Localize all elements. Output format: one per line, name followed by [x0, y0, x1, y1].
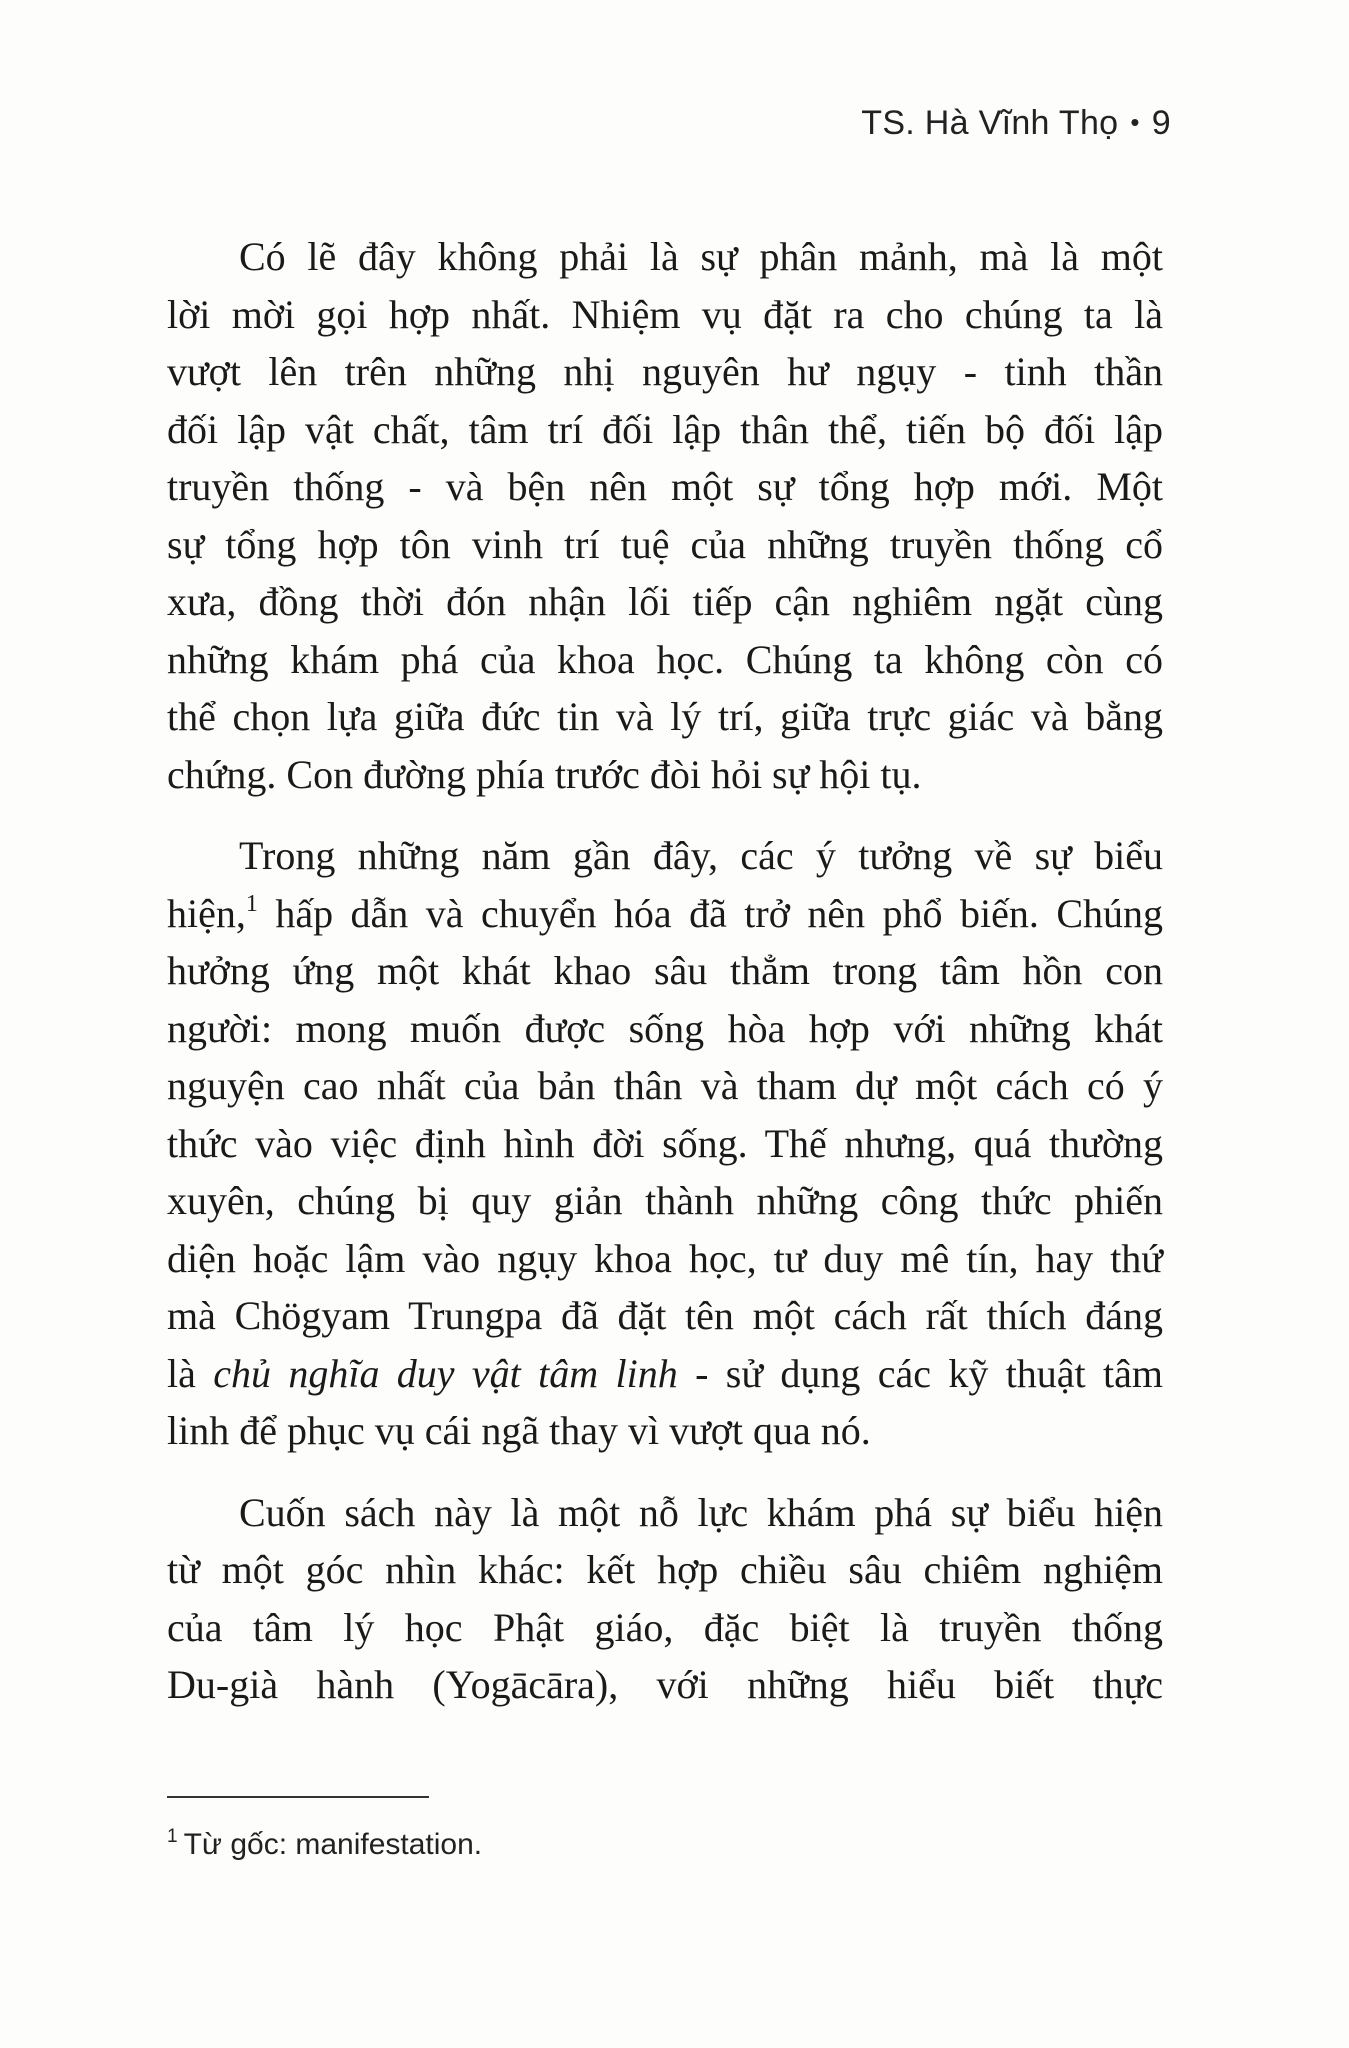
text-line: thức vào việc định hình đời sống. Thế nhưng, quá thường	[167, 1120, 1163, 1166]
text-line: nguyện cao nhất của bản thân và tham dự một cách có ý	[167, 1063, 1163, 1108]
page-number: 9	[1151, 104, 1171, 142]
body-text	[167, 228, 1163, 1738]
text-line: xuyên, chúng bị quy giản thành những công thức phiến	[167, 1178, 1163, 1223]
text-line: diện hoặc lậm vào ngụy khoa học, tư duy mê tín, hay thứ	[167, 1235, 1163, 1281]
text-line: đối lập vật chất, tâm trí đối lập thân thể, tiến bộ đối lập	[167, 406, 1163, 452]
paragraph-3	[167, 1484, 1163, 1714]
text-line-with-italic	[167, 1345, 1163, 1403]
text-line: của tâm lý học Phật giáo, đặc biệt là truyền thống	[167, 1604, 1163, 1650]
text-line: chứng. Con đường phía trước đòi hỏi sự hội tụ.	[167, 751, 922, 797]
text-line-with-footnote	[167, 885, 1163, 943]
text-line: lời mời gọi hợp nhất. Nhiệm vụ đặt ra cho chúng ta là	[167, 291, 1163, 337]
header-author: TS. Hà Vĩnh Thọ	[861, 104, 1119, 142]
line-prefix: hiện,	[167, 890, 246, 936]
running-header	[861, 104, 1171, 143]
line-prefix: là	[167, 1350, 214, 1396]
text-line: thể chọn lựa giữa đức tin và lý trí, giữa trực giác và bằng	[167, 694, 1163, 739]
paragraph-1	[167, 228, 1163, 803]
text-line: hưởng ứng một khát khao sâu thẳm trong tâm hồn con	[167, 948, 1163, 993]
line-suffix: - sử dụng các kỹ thuật tâm	[677, 1350, 1164, 1396]
text-line: xưa, đồng thời đón nhận lối tiếp cận nghiêm ngặt cùng	[167, 579, 1163, 624]
text-line: Cuốn sách này là một nỗ lực khám phá sự biểu hiện	[239, 1489, 1163, 1535]
text-line: Trong những năm gần đây, các ý tưởng về sự biểu	[239, 833, 1163, 878]
footnote-reference: 1	[245, 890, 258, 917]
footnote-mark: 1	[167, 1826, 178, 1847]
text-line: vượt lên trên những nhị nguyên hư ngụy - tinh thần	[167, 349, 1163, 394]
text-line: người: mong muốn được sống hòa hợp với những khát	[167, 1005, 1163, 1051]
italic-term: chủ nghĩa duy vật tâm linh	[213, 1350, 678, 1396]
text-line: sự tổng hợp tôn vinh trí tuệ của những truyền thống cổ	[167, 521, 1163, 567]
paragraph-2	[167, 827, 1163, 1460]
footnote	[167, 1826, 482, 1862]
line-rest: hấp dẫn và chuyển hóa đã trở nên phổ biến. Chúng	[275, 890, 1163, 936]
footnote-text: Từ gốc: manifestation.	[183, 1828, 483, 1861]
text-line: những khám phá của khoa học. Chúng ta không còn có	[167, 636, 1163, 682]
text-line: Có lẽ đây không phải là sự phân mảnh, mà là một	[239, 234, 1163, 279]
text-line: từ một góc nhìn khác: kết hợp chiều sâu chiêm nghiệm	[167, 1547, 1163, 1592]
footnote-divider	[167, 1796, 429, 1798]
text-line: mà Chögyam Trungpa đã đặt tên một cách rất thích đáng	[167, 1293, 1163, 1338]
text-line: linh để phục vụ cái ngã thay vì vượt qua nó.	[167, 1408, 871, 1453]
text-line: Du-già hành (Yogācāra), với những hiểu biết thực	[167, 1662, 1163, 1707]
text-line: truyền thống - và bện nên một sự tổng hợp mới. Một	[167, 464, 1163, 509]
header-separator: •	[1130, 107, 1140, 137]
